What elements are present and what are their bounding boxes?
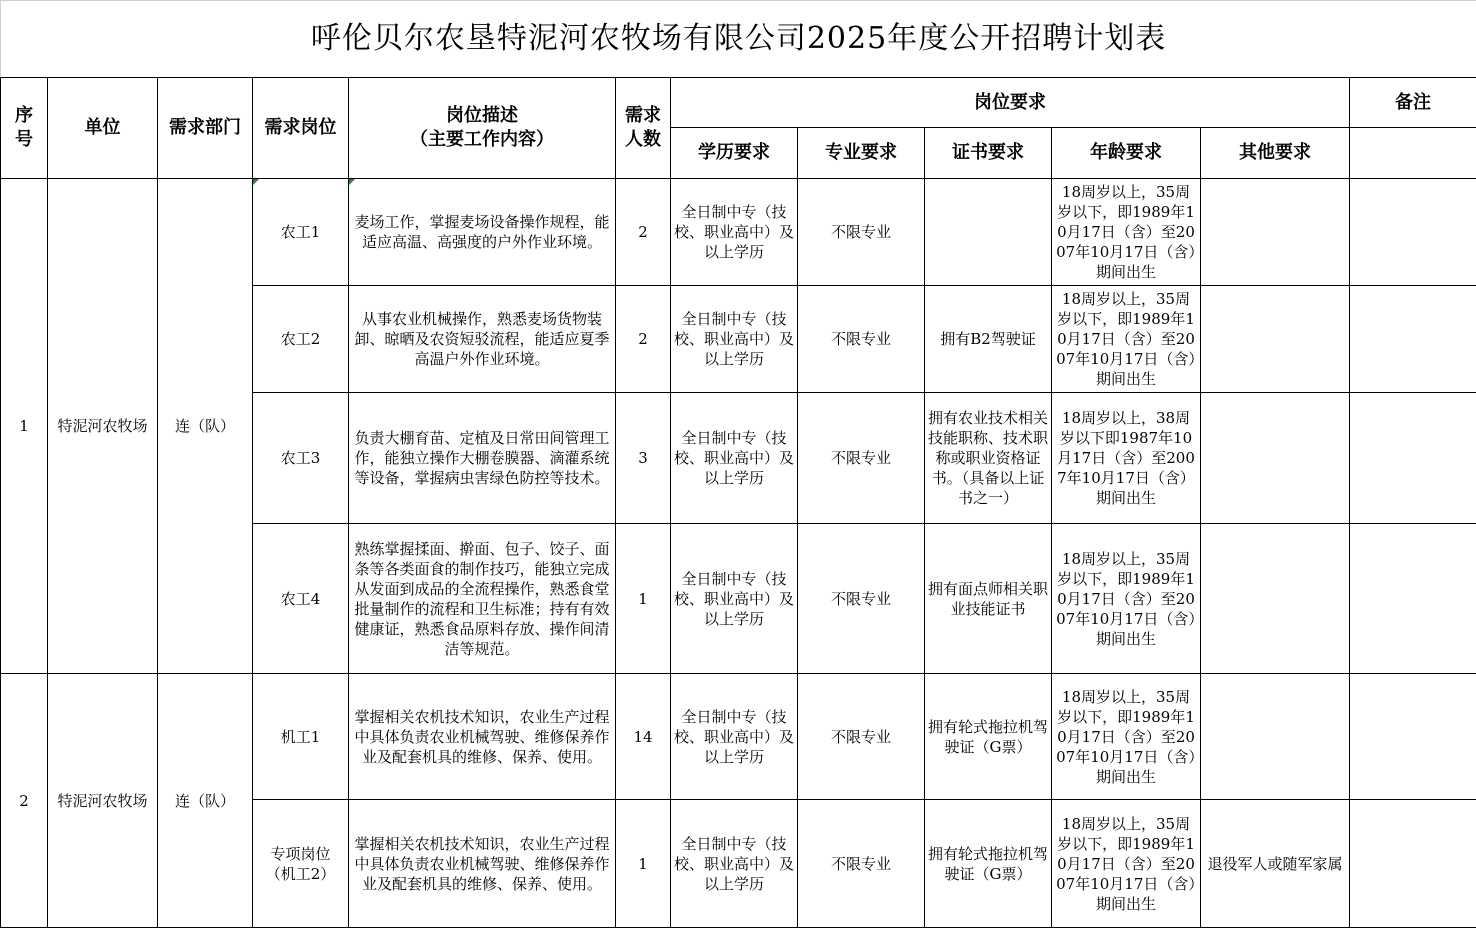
cell-age: 18周岁以上，35周岁以下，即1989年10月17日（含）至2007年10月17日（含）期间出生 [1052,179,1201,286]
cell-education: 全日制中专（技校、职业高中）及以上学历 [671,800,798,928]
cell-major: 不限专业 [798,674,925,800]
cell-post: 专项岗位（机工2） [253,800,349,928]
comment-marker [349,179,355,185]
header-education: 学历要求 [671,128,798,179]
cell-other [1201,179,1350,286]
cell-age: 18周岁以上，35周岁以下，即1989年10月17日（含）至2007年10月17日（含）期间出生 [1052,286,1201,393]
cell-unit: 特泥河农牧场 [48,674,158,928]
header-remark: 备注 [1350,78,1476,128]
header-remark-blank [1350,128,1476,179]
cell-remark [1350,179,1476,286]
cell-post-text: 农工1 [280,223,321,241]
header-certificate: 证书要求 [925,128,1052,179]
cell-desc: 负责大棚育苗、定植及日常田间管理工作，能独立操作大棚卷膜器、滴灌系统等设备，掌握病虫害绿色防控等技术。 [349,393,616,524]
cell-certificate: 拥有农业技术相关技能职称、技术职称或职业资格证书。（具备以上证书之一） [925,393,1052,524]
cell-count: 2 [616,179,671,286]
cell-desc: 掌握相关农机技术知识，农业生产过程中具体负责农业机械驾驶、维修保养作业及配套机具的维修、保养、使用。 [349,800,616,928]
cell-unit: 特泥河农牧场 [48,179,158,674]
cell-desc: 掌握相关农机技术知识，农业生产过程中具体负责农业机械驾驶、维修保养作业及配套机具的维修、保养、使用。 [349,674,616,800]
cell-major: 不限专业 [798,800,925,928]
header-major: 专业要求 [798,128,925,179]
cell-seq: 2 [1,674,48,928]
cell-education: 全日制中专（技校、职业高中）及以上学历 [671,286,798,393]
cell-major: 不限专业 [798,286,925,393]
cell-desc: 从事农业机械操作，熟悉麦场货物装卸、晾晒及农资短驳流程，能适应夏季高温户外作业环境。 [349,286,616,393]
cell-certificate: 拥有B2驾驶证 [925,286,1052,393]
cell-certificate: 拥有轮式拖拉机驾驶证（G票） [925,800,1052,928]
cell-remark [1350,800,1476,928]
cell-count: 14 [616,674,671,800]
cell-age: 18周岁以上，35周岁以下，即1989年10月17日（含）至2007年10月17日（含）期间出生 [1052,674,1201,800]
cell-major: 不限专业 [798,393,925,524]
cell-other [1201,674,1350,800]
page-title: 呼伦贝尔农垦特泥河农牧场有限公司2025年度公开招聘计划表 [1,1,1476,78]
cell-remark [1350,524,1476,674]
cell-post: 农工3 [253,393,349,524]
header-unit: 单位 [48,78,158,179]
cell-education: 全日制中专（技校、职业高中）及以上学历 [671,674,798,800]
cell-other [1201,393,1350,524]
cell-count: 1 [616,800,671,928]
cell-post: 机工1 [253,674,349,800]
header-desc: 岗位描述 （主要工作内容） [349,78,616,179]
cell-remark [1350,674,1476,800]
cell-major: 不限专业 [798,524,925,674]
cell-certificate [925,179,1052,286]
cell-certificate: 拥有轮式拖拉机驾驶证（G票） [925,674,1052,800]
cell-age: 18周岁以上，35周岁以下，即1989年10月17日（含）至2007年10月17日（含）期间出生 [1052,524,1201,674]
cell-other [1201,286,1350,393]
header-seq: 序 号 [1,78,48,179]
cell-other [1201,524,1350,674]
cell-desc [349,179,616,286]
cell-certificate: 拥有面点师相关职业技能证书 [925,524,1052,674]
cell-major: 不限专业 [798,179,925,286]
cell-post [253,179,349,286]
cell-remark [1350,286,1476,393]
cell-dept: 连（队） [158,674,253,928]
cell-count: 1 [616,524,671,674]
cell-post: 农工4 [253,524,349,674]
comment-marker [253,179,259,185]
cell-seq: 1 [1,179,48,674]
header-dept: 需求部门 [158,78,253,179]
cell-age: 18周岁以上，38周岁以下即1987年10月17日（含）至2007年10月17日（含）期间出生 [1052,393,1201,524]
cell-remark [1350,393,1476,524]
cell-post: 农工2 [253,286,349,393]
table-row [1,674,1476,800]
cell-age: 18周岁以上，35周岁以下，即1989年10月17日（含）至2007年10月17日（含）期间出生 [1052,800,1201,928]
cell-education: 全日制中专（技校、职业高中）及以上学历 [671,393,798,524]
cell-count: 3 [616,393,671,524]
header-requirements-group: 岗位要求 [671,78,1350,128]
cell-count: 2 [616,286,671,393]
header-count: 需求 人数 [616,78,671,179]
cell-dept: 连（队） [158,179,253,674]
header-post: 需求岗位 [253,78,349,179]
header-age: 年龄要求 [1052,128,1201,179]
cell-desc: 熟练掌握揉面、擀面、包子、饺子、面条等各类面食的制作技巧，能独立完成从发面到成品的全流程操作，熟悉食堂批量制作的流程和卫生标准；持有有效健康证，熟悉食品原料存放、操作间清洁等规范。 [349,524,616,674]
header-other: 其他要求 [1201,128,1350,179]
table-row [1,179,1476,286]
cell-education: 全日制中专（技校、职业高中）及以上学历 [671,179,798,286]
cell-other: 退役军人或随军家属 [1201,800,1350,928]
cell-desc-text: 麦场工作，掌握麦场设备操作规程，能适应高温、高强度的户外作业环境。 [354,213,610,251]
cell-education: 全日制中专（技校、职业高中）及以上学历 [671,524,798,674]
